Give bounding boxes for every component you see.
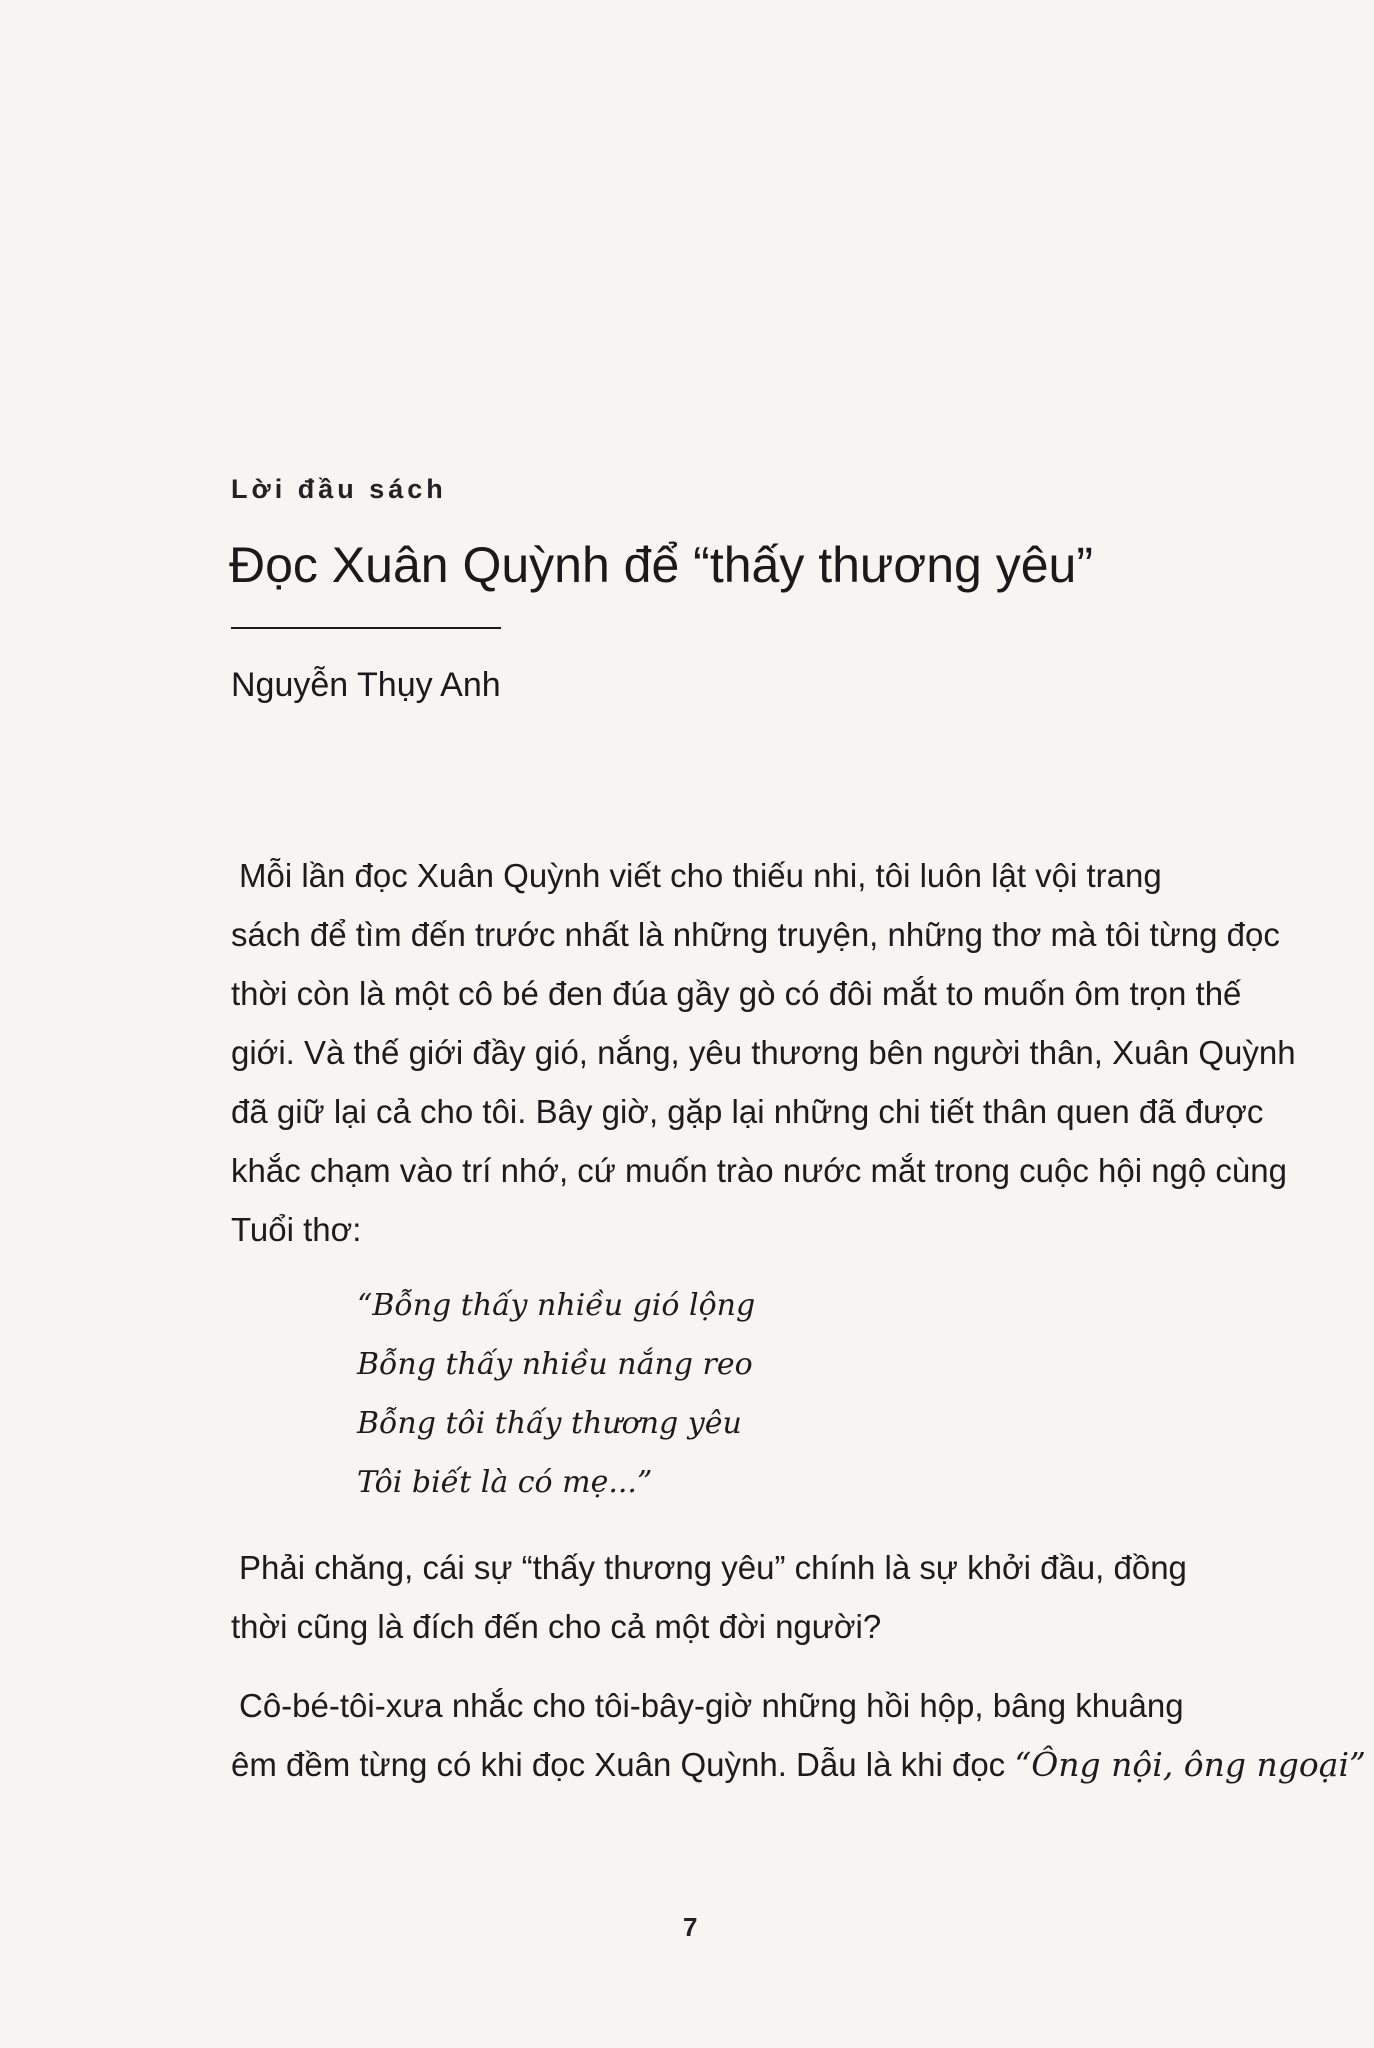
paragraph-line: Tuổi thơ: [231,1211,362,1248]
paragraph-text: êm đềm từng có khi đọc Xuân Quỳnh. Dẫu là khi đọc [231,1746,1015,1783]
page-number: 7 [683,1912,698,1942]
title-divider [231,627,501,629]
paragraph-line: thời còn là một cô bé đen đúa gầy gò có đôi mắt to muốn ôm trọn thế [231,975,1242,1012]
paragraph-line: giới. Và thế giới đầy gió, nắng, yêu thương bên người thân, Xuân Quỳnh [231,1034,1296,1071]
paragraph-3 [231,1676,1366,1794]
paragraph-line: Cô-bé-tôi-xưa nhắc cho tôi-bây-giờ những hồi hộp, bâng khuâng [239,1687,1184,1724]
section-label: Lời đầu sách [231,474,447,504]
book-title-italic: “Ông nội, ông ngoại” [1014,1745,1366,1784]
paragraph-line: thời cũng là đích đến cho cả một đời người? [231,1608,882,1645]
paragraph-2 [231,1538,1195,1656]
paragraph-line [231,1735,1366,1794]
chapter-title: Đọc Xuân Quỳnh để “thấy thương yêu” [229,537,1093,593]
author-name: Nguyễn Thụy Anh [231,666,501,704]
poem-quote [357,1276,755,1512]
paragraph-line: sách để tìm đến trước nhất là những truyện, những thơ mà tôi từng đọc [231,916,1280,953]
paragraph-line: đã giữ lại cả cho tôi. Bây giờ, gặp lại những chi tiết thân quen đã được [231,1093,1264,1130]
poem-line: Bỗng tôi thấy thương yêu [357,1406,742,1441]
paragraph-line: Phải chăng, cái sự “thấy thương yêu” chính là sự khởi đầu, đồng [239,1549,1187,1586]
paragraph-1 [231,846,1296,1259]
poem-line: Bỗng thấy nhiều nắng reo [357,1347,753,1382]
paragraph-line: Mỗi lần đọc Xuân Quỳnh viết cho thiếu nhi, tôi luôn lật vội trang [239,857,1162,894]
poem-line: “Bỗng thấy nhiều gió lộng [357,1288,756,1323]
paragraph-line: khắc chạm vào trí nhớ, cứ muốn trào nước mắt trong cuộc hội ngộ cùng [231,1152,1287,1189]
poem-line: Tôi biết là có mẹ...” [357,1465,653,1500]
